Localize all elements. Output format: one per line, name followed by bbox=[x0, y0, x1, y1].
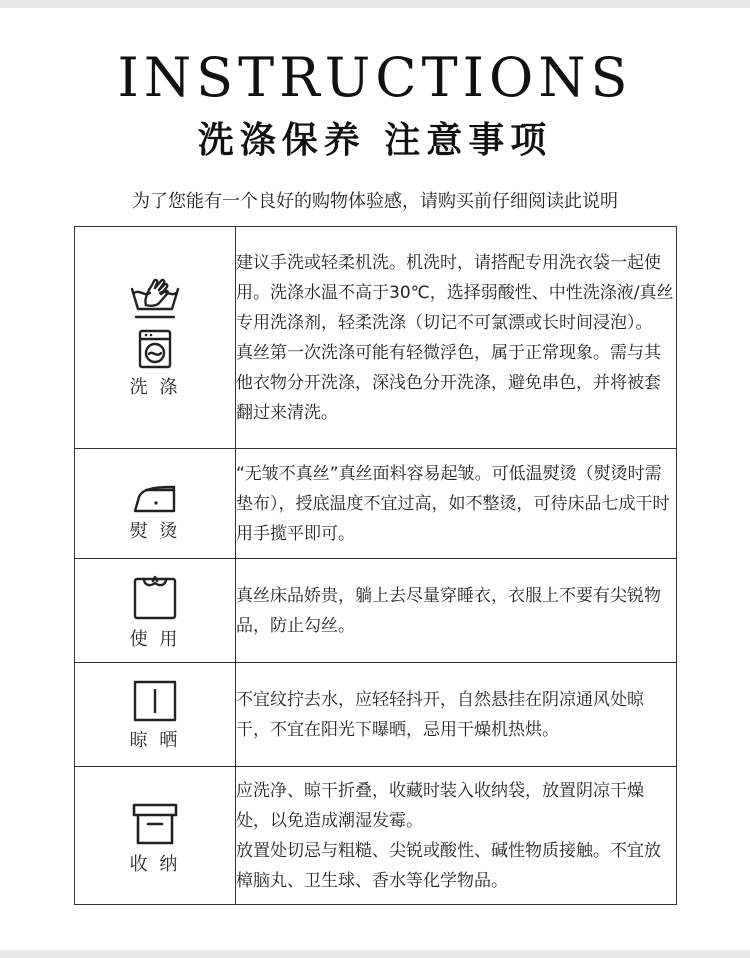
storage-paragraph: 放置处切忌与粗糙、尖锐或酸性、碱性物质接触。不宜放樟脑丸、卫生球、香水等化学物品。 bbox=[236, 840, 661, 891]
ironing-text-cell bbox=[236, 449, 677, 559]
washing-label: 洗 涤 bbox=[129, 376, 181, 398]
washing-icon-cell bbox=[75, 227, 236, 449]
washing-text-cell bbox=[236, 227, 677, 449]
table-row-storage bbox=[75, 767, 677, 905]
bedding-icon bbox=[132, 575, 178, 621]
storage-paragraph: 应洗净、晾干折叠，收藏时装入收纳袋，放置阴凉干燥处，以免造成潮湿发霉。 bbox=[236, 780, 644, 831]
washing-paragraph: 建议手洗或轻柔机洗。机洗时，请搭配专用洗衣袋一起使用。洗涤水温不高于30℃，选择弱酸性、中性洗涤液/真丝专用洗涤剂，轻柔洗涤（切记不可氯漂或长时间浸泡）。 bbox=[236, 252, 674, 333]
usage-label: 使 用 bbox=[129, 628, 181, 650]
table-row-ironing bbox=[75, 449, 677, 559]
page bbox=[0, 8, 750, 950]
table-row-washing bbox=[75, 227, 677, 449]
usage-paragraph: 真丝床品娇贵，躺上去尽量穿睡衣，衣服上不要有尖锐物品，防止勾丝。 bbox=[236, 585, 661, 636]
table-row-usage bbox=[75, 559, 677, 663]
usage-icon-cell bbox=[75, 559, 236, 663]
ironing-label: 熨 烫 bbox=[129, 520, 181, 542]
page-title-en: INSTRUCTIONS bbox=[117, 46, 633, 109]
page-title-cn: 洗涤保养 注意事项 bbox=[197, 120, 553, 161]
drying-text-cell bbox=[236, 663, 677, 767]
page-subtitle: 为了您能有一个良好的购物体验感，请购买前仔细阅读此说明 bbox=[132, 191, 618, 212]
storage-text-cell bbox=[236, 767, 677, 905]
ironing-paragraph: “无皱不真丝”真丝面料容易起皱。可低温熨烫（熨烫时需垫布），授底温度不宜过高，如不整烫，可待床品七成干时用手揽平即可。 bbox=[236, 463, 670, 544]
table-row-drying bbox=[75, 663, 677, 767]
usage-text-cell bbox=[236, 559, 677, 663]
washing-machine-icon bbox=[138, 329, 172, 369]
iron-icon bbox=[132, 481, 178, 513]
drying-paragraph: 不宜纹拧去水，应轻轻抖开，自然悬挂在阴凉通风处晾干，不宜在阳光下曝晒，忌用干燥机热烘。 bbox=[236, 689, 644, 740]
drying-label: 晾 晒 bbox=[129, 729, 181, 751]
washing-paragraph: 真丝第一次洗涤可能有轻微浮色，属于正常现象。需与其他衣物分开洗涤，深浅色分开洗涤，避免串色，并将被套翻过来清洗。 bbox=[236, 342, 661, 423]
storage-icon-cell bbox=[75, 767, 236, 905]
drying-icon-cell bbox=[75, 663, 236, 767]
care-table bbox=[74, 226, 677, 905]
hand-wash-icon bbox=[130, 275, 180, 319]
storage-box-icon bbox=[132, 802, 178, 846]
storage-label: 收 纳 bbox=[129, 853, 181, 875]
line-dry-icon bbox=[133, 680, 177, 722]
ironing-icon-cell bbox=[75, 449, 236, 559]
